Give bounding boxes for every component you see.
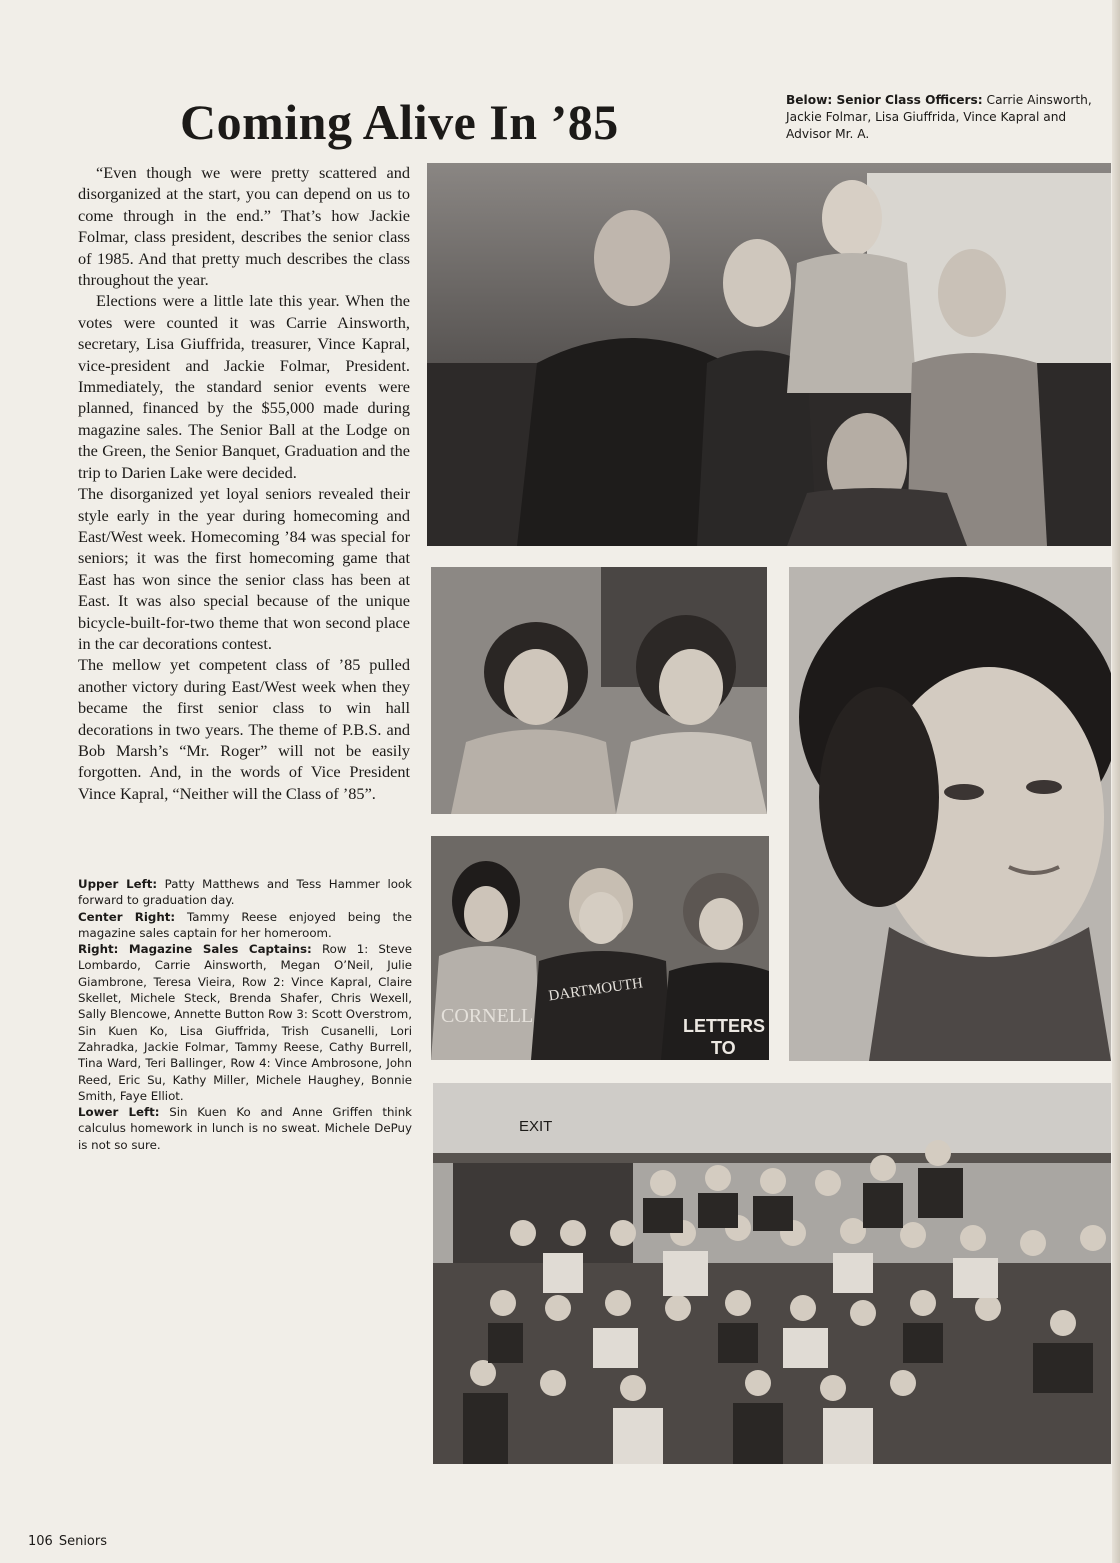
caption-right xyxy=(78,941,412,1104)
article-paragraph: Elections were a little late this year. When the votes were counted it was Carrie Ainsworth, secretary, Lisa Giuffrida, treasurer, Vince Kapral, vice-president and Jackie Folmar, President. Immediately, the standard senior events were planned, financed by the $55,000 made during magazine sales. The Senior Ball at the Lodge on the Green, the Senior Banquet, Graduation and the trip to Darien Lake were decided. xyxy=(78,291,410,482)
article-paragraph: The mellow yet competent class of ’85 pulled another victory during East/West week when they became the first senior class to win hall decorations in two years. The theme of P.B.S. and Bob Marsh’s “Mr. Roger” will not be easily forgotten. And, in the words of Vice President Vince Kapral, “Neither will the Class of ’85”. xyxy=(78,655,410,803)
upper-left-photo-image xyxy=(431,567,767,814)
group-photo xyxy=(433,1083,1111,1464)
caption-upper-left xyxy=(78,876,412,909)
caption-text: Tammy Reese enjoyed being the magazine sales captain for her homeroom. xyxy=(78,909,412,940)
caption-label: Upper Left: xyxy=(78,877,158,891)
caption-center-right xyxy=(78,909,412,942)
page-folio xyxy=(28,1534,113,1550)
officers-photo xyxy=(427,163,1111,546)
officers-photo-image xyxy=(427,163,1111,546)
caption-label: Center Right: xyxy=(78,909,176,924)
sweatshirt-text-letters: LETTERS xyxy=(683,1016,766,1036)
exit-sign-text: EXIT xyxy=(519,1118,553,1135)
caption-text: Sin Kuen Ko and Anne Griffen think calculus homework in lunch is no sweat. Michele DePuy is not so sure. xyxy=(78,1105,413,1152)
caption-lower-left xyxy=(78,1104,412,1153)
officers-caption-label: Below: Senior Class Officers: xyxy=(786,93,983,107)
article-paragraph: “Even though we were pretty scattered and disorganized at the start, you can depend on us to come through in the end.” That’s how Jackie Folmar, class president, describes the senior class of 1985. And that pretty much describes the class throughout the year. xyxy=(78,163,410,290)
upper-left-photo xyxy=(431,567,767,814)
group-photo-image xyxy=(433,1083,1111,1464)
center-right-photo-image xyxy=(789,567,1111,1061)
section-name: Seniors xyxy=(58,1534,108,1549)
lower-left-photo xyxy=(431,836,769,1060)
officers-caption-text: Carrie Ainsworth, Jackie Folmar, Lisa Giuffrida, Vince Kapral and Advisor Mr. A. xyxy=(786,93,1092,141)
officers-caption xyxy=(786,92,1112,143)
page-edge xyxy=(1112,0,1120,1563)
sweatshirt-text-to: TO xyxy=(711,1038,736,1058)
photo-captions xyxy=(78,876,412,1153)
page-number: 106 xyxy=(28,1534,53,1549)
caption-text: Patty Matthews and Tess Hammer look forward to graduation day. xyxy=(78,877,412,908)
article-paragraph: The disorganized yet loyal seniors revealed their style early in the year during homecoming and East/West week. Homecoming ’84 was special for seniors; it was the first homecoming game that East has won since the senior class has been at East. It was also special because of the unique bicycle-built-for-two theme that won second place in the car decorations contest. xyxy=(78,484,410,653)
caption-text: Row 1: Steve Lombardo, Carrie Ainsworth, Megan O’Neil, Julie Giambrone, Teresa Vieira, Row 2: Vince Kapral, Claire Skellet, Michele Steck, Brenda Shafer, Chris Wexell, Sally Blencowe, Annette Button Row 3: Scott Overstrom, Sin Kuen Ko, Lisa Giuffrida, Trish Cusanelli, Lori Zahradka, Jackie Folmar, Tammy Reese, Cathy Burrell, Tina Ward, Teri Ballinger, Row 4: Vince Ambrosone, John Reed, Eric Su, Kathy Miller, Michele Haughey, Bonnie Smith, Faye Elliot. xyxy=(78,942,412,1103)
center-right-photo xyxy=(789,567,1111,1061)
article-body xyxy=(78,162,410,804)
sweatshirt-text-dartmouth: DARTMOUTH xyxy=(547,975,644,1005)
sweatshirt-text-cornell: CORNELL xyxy=(441,1005,534,1027)
caption-label: Lower Left: xyxy=(78,1105,160,1120)
lower-left-photo-image xyxy=(431,836,769,1060)
caption-label: Right: Magazine Sales Captains: xyxy=(78,942,312,957)
page-title: Coming Alive In ’85 xyxy=(180,94,619,150)
